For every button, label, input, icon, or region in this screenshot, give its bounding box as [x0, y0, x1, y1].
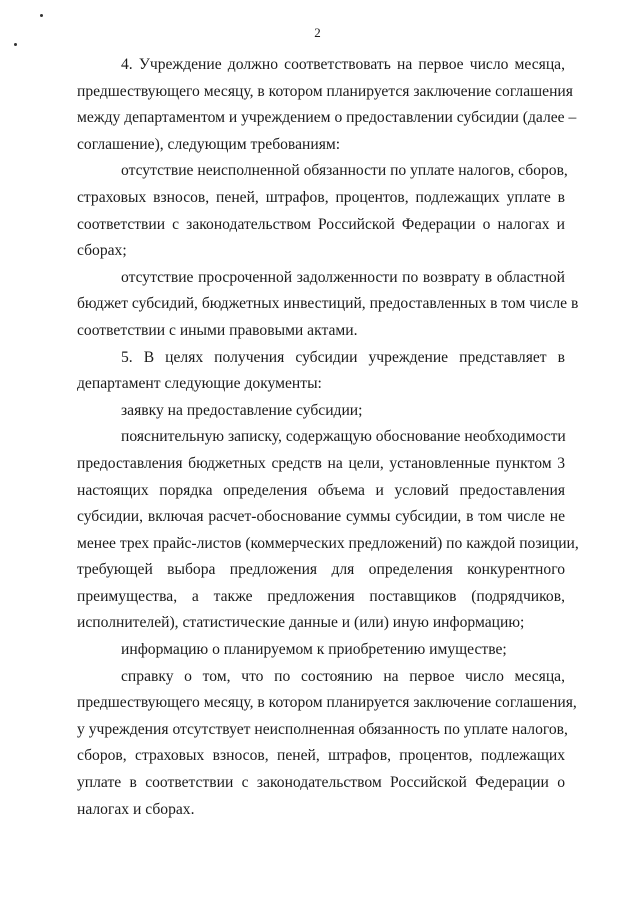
text-line: субсидии, включая расчет-обоснование суммы субсидии, в том числе не: [77, 508, 565, 526]
scan-speck: [40, 14, 43, 17]
text-line: бюджет субсидий, бюджетных инвестиций, предоставленных в том числе в: [77, 295, 579, 313]
text-line: настоящих порядка определения объема и условий предоставления: [77, 481, 565, 499]
text-line: налогах и сборах.: [77, 800, 195, 818]
text-line: между департаментом и учреждением о предоставлении субсидии (далее –: [77, 109, 577, 127]
text-line: 5. В целях получения субсидии учреждение представляет в: [121, 348, 565, 366]
text-line: соглашение), следующим требованиям:: [77, 135, 341, 153]
text-line: менее трех прайс-листов (коммерческих предложений) по каждой позиции,: [77, 534, 579, 552]
text-line: соответствии с иными правовыми актами.: [77, 321, 358, 339]
text-line: 4. Учреждение должно соответствовать на первое число месяца,: [121, 56, 565, 73]
text-line: сборах;: [77, 242, 127, 260]
body-text: [77, 52, 579, 823]
text-line: уплате в соответствии с законодательством Российской Федерации о: [77, 774, 565, 792]
text-line: у учреждения отсутствует неисполненная обязанность по уплате налогов,: [77, 720, 568, 738]
text-line: информацию о планируемом к приобретению имуществе;: [121, 641, 507, 659]
text-line: отсутствие неисполненной обязанности по уплате налогов, сборов,: [121, 162, 568, 180]
text-line: предоставления бюджетных средств на цели, установленные пунктом 3: [77, 454, 565, 472]
text-line: департамент следующие документы:: [77, 375, 322, 393]
text-line: отсутствие просроченной задолженности по возврату в областной: [121, 268, 565, 286]
scan-speck: [14, 43, 17, 46]
text-line: страховых взносов, пеней, штрафов, процентов, подлежащих уплате в: [77, 188, 565, 206]
text-line: исполнителей), статистические данные и (или) иную информацию;: [77, 614, 525, 632]
page-number: 2: [314, 25, 321, 40]
text-line: преимущества, а также предложения поставщиков (подрядчиков,: [77, 587, 565, 605]
text-line: предшествующего месяцу, в котором планируется заключение соглашения: [77, 82, 573, 100]
text-line: пояснительную записку, содержащую обоснование необходимости: [121, 428, 566, 446]
text-line: сборов, страховых взносов, пеней, штрафов, процентов, подлежащих: [77, 747, 565, 765]
text-line: заявку на предоставление субсидии;: [121, 401, 363, 419]
text-line: требующей выбора предложения для определения конкурентного: [77, 561, 565, 579]
text-line: соответствии с законодательством Российской Федерации о налогах и: [77, 215, 565, 233]
text-line: предшествующего месяцу, в котором планируется заключение соглашения,: [77, 694, 577, 712]
text-line: справку о том, что по состоянию на первое число месяца,: [121, 667, 565, 685]
